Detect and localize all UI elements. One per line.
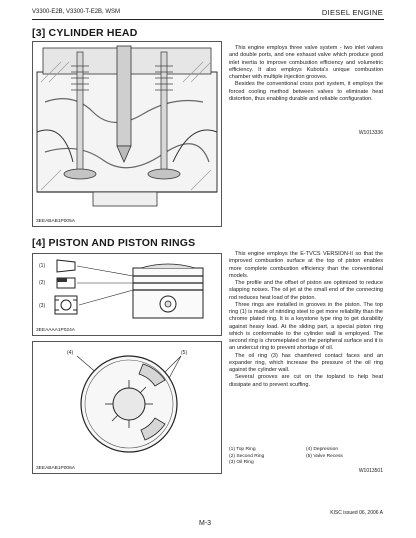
legend-item: (5) Valve Recess xyxy=(306,453,343,459)
cylinder-head-paragraph: Besides the conventional cross port system, it employs the forced cooling method between valves to eliminate heat distortion, thus enabling durable and reliable configuration. xyxy=(229,81,383,102)
piston-label-5: (5) xyxy=(181,350,188,356)
piston-top-illustration xyxy=(33,342,221,462)
cylinder-head-paragraph: This engine employs three valve system - two inlet valves and double ports, and one exhaust valve which produce good inlet inertia to improve combustion efficiency and volumetric efficiency. It also employs Kubota's unique combustion chamber with multiple injection grooves. xyxy=(229,45,383,80)
piston-rings-illustration xyxy=(33,254,221,326)
page-number: M-3 xyxy=(199,520,212,527)
piston-paragraph: Three rings are installed in grooves in the piston. The top ring (1) is made of nitriding steel to get more reliability than the chrome plated ring. It is a keystone type ring to get durability against heavy load. At the sliding part, a special piston ring which is conformable to the cylinder wall is employed. The second ring is chromeplated on the peripheral surface and it is an undercut ring to prevent shortage of oil. xyxy=(229,301,383,352)
cylinder-head-figure-caption: 3EEABAB1P005A xyxy=(36,219,75,224)
piston-legend xyxy=(229,447,383,467)
ring-label-3: (3) xyxy=(39,303,46,309)
cylinder-head-illustration xyxy=(33,42,221,214)
legend-item xyxy=(306,460,383,467)
issue-info: KISC issued 06, 2006 A xyxy=(330,510,383,516)
piston-text xyxy=(229,251,383,389)
header-divider xyxy=(32,19,384,20)
piston-rings-figure xyxy=(32,253,222,336)
piston-paragraph: The profile and the offset of piston are optimized to reduce slapping noises. The oil jet at the small end of the connecting rod reduces heat load of the piston. xyxy=(229,280,383,301)
legend-item: (3) Oil Ring xyxy=(229,460,254,466)
legend-item: (4) Depression xyxy=(306,447,339,452)
piston-title: [4] PISTON AND PISTON RINGS xyxy=(32,237,196,249)
cylinder-head-figure xyxy=(32,41,222,227)
piston-code: W1013501 xyxy=(358,468,383,474)
piston-top-figure-caption: 3EEABAB1P006A xyxy=(36,466,75,471)
piston-rings-figure-caption: 3EEAAAA1P024A xyxy=(36,328,75,333)
ring-label-1: (1) xyxy=(39,263,46,269)
piston-paragraph: Several grooves are cut on the topland to help heat dissipate and to prevent scuffing. xyxy=(229,374,383,388)
legend-item: (2) Second Ring xyxy=(229,453,265,459)
cylinder-head-text xyxy=(229,45,383,103)
legend-item: (1) Top Ring xyxy=(229,447,256,452)
section-header: DIESEL ENGINE xyxy=(321,8,383,17)
piston-paragraph: This engine employs the E-TVCS VERSION-II so that the improved combustion surface at the top of piston enables more complete combustion efficiency than the conventional models. xyxy=(229,251,383,279)
cylinder-head-title: [3] CYLINDER HEAD xyxy=(32,27,138,39)
piston-top-figure xyxy=(32,341,222,474)
piston-label-4: (4) xyxy=(67,350,74,356)
piston-paragraph: The oil ring (3) has chamfered contact faces and an expander ring, which increase the pressure of the oil ring against the cylinder wall. xyxy=(229,352,383,373)
cylinder-head-code: W1013336 xyxy=(358,130,383,136)
manual-model-header: V3300-E2B, V3300-T-E2B, WSM xyxy=(32,9,121,15)
ring-label-2: (2) xyxy=(39,280,46,286)
